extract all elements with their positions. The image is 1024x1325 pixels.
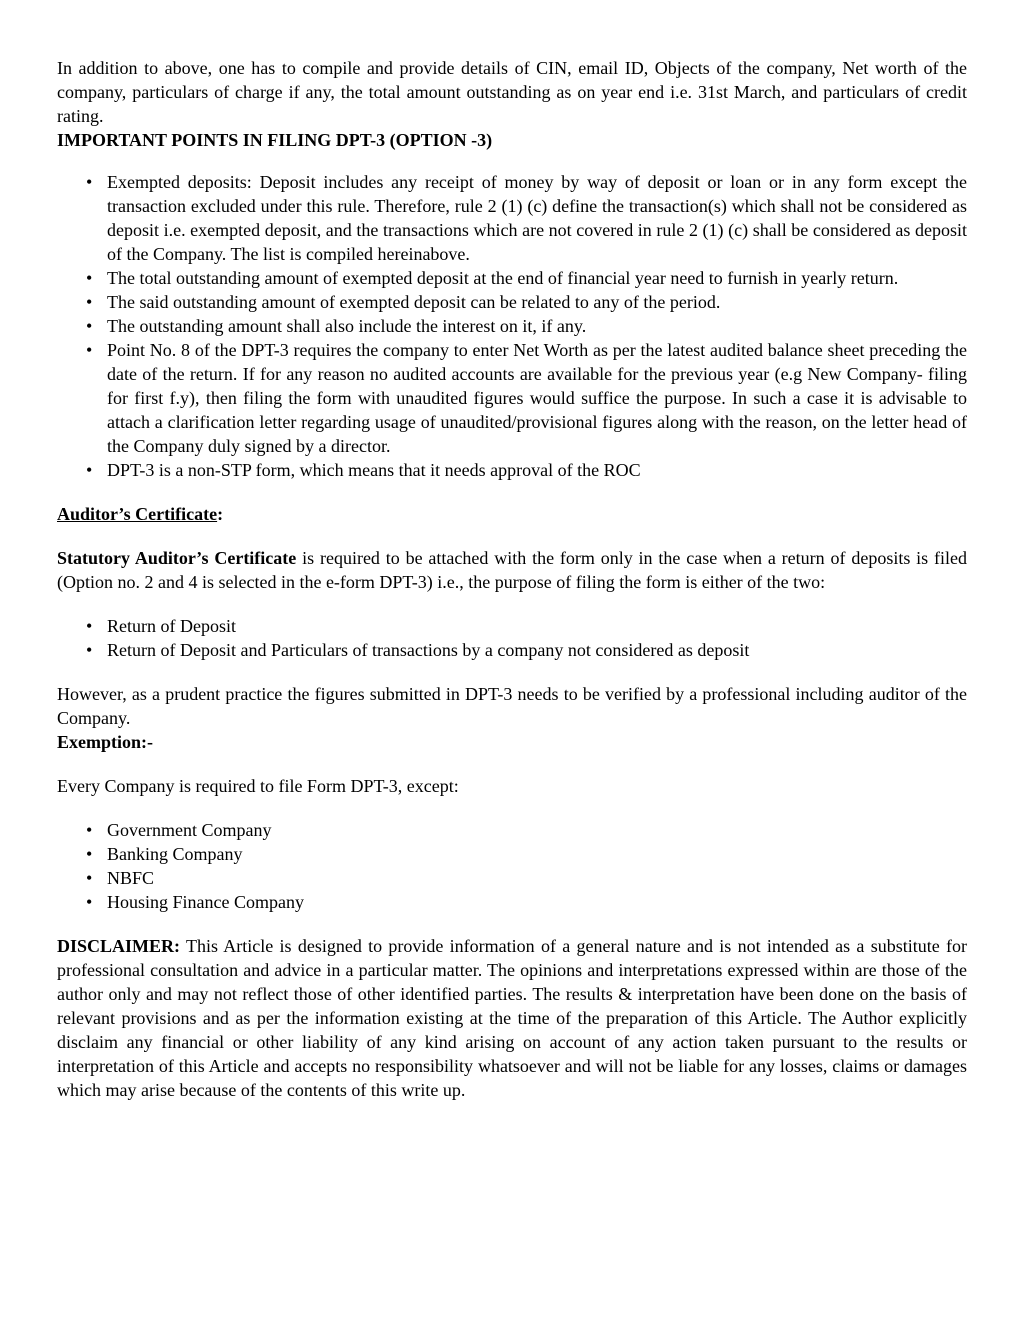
list-item: • DPT-3 is a non-STP form, which means that it needs approval of the ROC	[86, 460, 641, 480]
bullet-icon: •	[86, 316, 93, 336]
important-points-heading: IMPORTANT POINTS IN FILING DPT-3 (OPTION -3)	[57, 130, 493, 150]
list-item: • Point No. 8 of the DPT-3 requires the company to enter Net Worth as per the latest audited balance sheet preceding the date of the return. If for any reason no audited accounts are available for the previous year (e.g New Company- filing for first f.y), then filing the form with unaudited figures would suffice the purpose. In such a case it is advisable to attach a clarification letter regarding usage of unaudited/provisional figures along with the reason, on the letter head of the Company duly signed by a director.	[86, 340, 967, 456]
disclaimer-paragraph: DISCLAIMER: This Article is designed to provide information of a general nature and is not intended as a substitute for professional consultation and advice in a particular matter. The opinions and interpretations expressed within are those of the author only and may not reflect those of other identified parties. The results & interpretation have been done on the basis of relevant provisions and as per the information existing at the time of the preparation of this Article. The Author explicitly disclaim any financial or other liability of any kind arising on account of any action taken pursuant to the results or interpretation of this Article and accepts no responsibility whatsoever and will not be liable for any losses, claims or damages which may arise because of the contents of this write up.	[57, 936, 967, 1100]
bullet-icon: •	[86, 868, 93, 888]
bullet-icon: •	[86, 844, 93, 864]
document-page	[57, 56, 967, 1102]
exemption-list	[57, 818, 967, 914]
list-item: • The total outstanding amount of exempted deposit at the end of financial year need to furnish in yearly return.	[86, 268, 899, 288]
bullet-icon: •	[86, 892, 93, 912]
bullet-icon: •	[86, 640, 93, 660]
list-item: • The said outstanding amount of exempted deposit can be related to any of the period.	[86, 292, 721, 312]
auditor-paragraph: Statutory Auditor’s Certificate is required to be attached with the form only in the case when a return of deposits is filed (Option no. 2 and 4 is selected in the e-form DPT-3) i.e., the purpose of filing the form is either of the two:	[57, 548, 967, 592]
bullet-icon: •	[86, 340, 93, 360]
auditor-heading-line	[57, 502, 967, 526]
exemption-heading: Exemption:-	[57, 732, 153, 752]
list-item: • NBFC	[86, 868, 155, 888]
list-item: • Housing Finance Company	[86, 892, 304, 912]
bullet-icon: •	[86, 820, 93, 840]
bullet-icon: •	[86, 616, 93, 636]
important-points-list	[57, 170, 967, 482]
bullet-icon: •	[86, 172, 93, 192]
list-item: • Return of Deposit and Particulars of transactions by a company not considered as deposit	[86, 640, 750, 660]
auditor-purpose-list	[57, 614, 967, 662]
bullet-icon: •	[86, 292, 93, 312]
intro-paragraph: In addition to above, one has to compile and provide details of CIN, email ID, Objects of the company, Net worth of the company, particulars of charge if any, the total amount outstanding as on year end i.e. 31st March, and particulars of credit rating.	[57, 58, 967, 126]
auditor-closing-paragraph: However, as a prudent practice the figures submitted in DPT-3 needs to be verified by a professional including auditor of the Company.	[57, 684, 967, 728]
list-item: • Banking Company	[86, 844, 243, 864]
list-item: • Government Company	[86, 820, 272, 840]
bullet-icon: •	[86, 268, 93, 288]
statutory-auditor-lead: Statutory Auditor’s Certificate	[57, 548, 297, 568]
exemption-intro: Every Company is required to file Form DPT-3, except:	[57, 776, 459, 796]
auditor-heading-colon: :	[217, 504, 224, 524]
auditor-certificate-heading: Auditor’s Certificate	[57, 504, 218, 524]
list-item: • Exempted deposits: Deposit includes any receipt of money by way of deposit or loan or in any form except the transaction excluded under this rule. Therefore, rule 2 (1) (c) define the transaction(s) which shall not be considered as deposit i.e. exempted deposit, and the transactions which are not covered in rule 2 (1) (c) shall be considered as deposit of the Company. The list is compiled hereinabove.	[86, 172, 967, 264]
bullet-icon: •	[86, 460, 93, 480]
disclaimer-label: DISCLAIMER:	[57, 936, 181, 956]
list-item: • The outstanding amount shall also include the interest on it, if any.	[86, 316, 587, 336]
list-item: • Return of Deposit	[86, 616, 236, 636]
